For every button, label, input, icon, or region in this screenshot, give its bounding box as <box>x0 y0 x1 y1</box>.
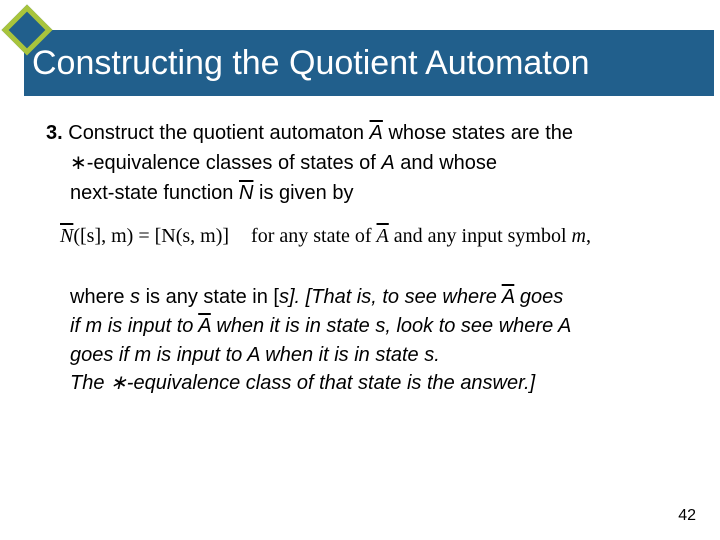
formula-text: for any state of <box>251 225 377 247</box>
explanation-line-1 <box>70 282 563 312</box>
formula-a-bar: $\overline{A}$ <box>376 225 389 247</box>
item-text: Construct the quotient automaton <box>62 122 370 144</box>
explanation-line-4 <box>70 368 535 398</box>
formula-lhs: ([s], m) = [N(s, m)] <box>73 225 230 247</box>
item-text: whose states are the <box>382 122 573 144</box>
title-bar <box>24 30 714 96</box>
slide-number: 42 <box>678 507 696 524</box>
a-bar-symbol: $\overline{A}$ <box>501 286 515 308</box>
formula-text: and any input symbol <box>388 225 572 247</box>
item-line-2 <box>70 148 497 178</box>
item-text: -equivalence classes of states of <box>86 152 382 174</box>
slide-title: Constructing the Quotient Automaton <box>32 44 590 82</box>
formula-m: m <box>571 225 586 247</box>
s-symbol: s <box>279 286 289 308</box>
explanation-text: The <box>70 372 111 394</box>
formula <box>60 225 591 248</box>
formula-n-bar: $\overline{N}$ <box>60 225 74 247</box>
item-text: next-state function <box>70 182 239 204</box>
explanation-text: where <box>70 286 131 308</box>
explanation-text: is any state in [ <box>140 286 279 308</box>
star-symbol: ∗ <box>110 372 127 394</box>
s-symbol: s <box>130 286 141 308</box>
a-bar-symbol: $\overline{A}$ <box>198 315 211 337</box>
explanation-text: if m is input to <box>70 315 199 337</box>
a-bar-symbol: $\overline{A}$ <box>369 122 383 144</box>
item-line-1 <box>46 118 573 148</box>
n-bar-symbol: $\overline{N}$ <box>238 182 254 204</box>
explanation-text: ]. [That is, to see where <box>289 286 502 308</box>
formula-comma: , <box>585 225 591 247</box>
explanation-line-2 <box>70 311 571 341</box>
explanation-text: goes <box>514 286 564 308</box>
item-number: 3. <box>46 122 63 144</box>
item-text: and whose <box>394 152 498 174</box>
a-symbol: A <box>381 152 395 174</box>
explanation-text: -equivalence class of that state is the answer.] <box>126 372 536 394</box>
item-line-3 <box>70 178 354 208</box>
item-text: is given by <box>253 182 354 204</box>
explanation-line-3: goes if m is input to A when it is in state s. <box>70 344 440 366</box>
star-symbol: ∗ <box>70 152 87 174</box>
explanation-text: when it is in state s, look to see where A <box>210 315 572 337</box>
